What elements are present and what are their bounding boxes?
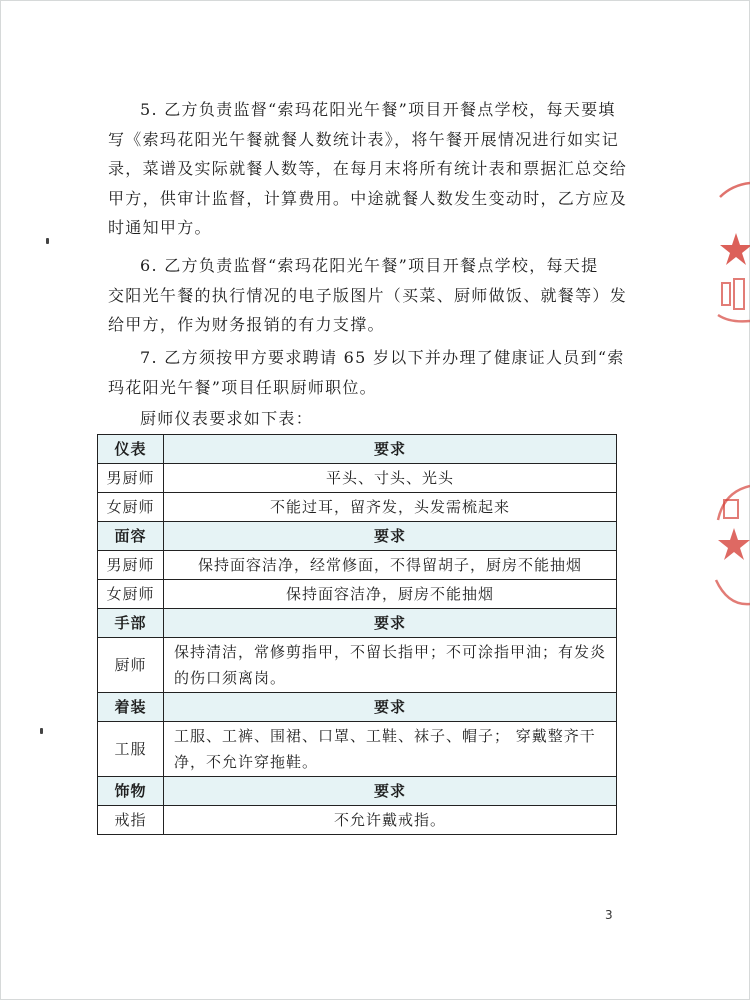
row-role: 男厨师: [98, 464, 164, 493]
row-requirement: 平头、寸头、光头: [164, 464, 617, 493]
section-header-requirement: 要求: [164, 522, 617, 551]
red-seal-fragment-icon: [710, 480, 750, 610]
para5-line-4: 甲方，供审计监督，计算费用。中途就餐人数发生变动时，乙方应及: [108, 188, 628, 208]
paragraph-5: [108, 95, 636, 243]
section-header-category: 饰物: [98, 777, 164, 806]
table-section-header: [98, 777, 617, 806]
para6-line-1: 6. 乙方负责监督“索玛花阳光午餐”项目开餐点学校，每天提: [140, 256, 599, 275]
row-requirement: 工服、工裤、围裙、口罩、工鞋、袜子、帽子； 穿戴整齐干净，不允许穿拖鞋。: [164, 722, 617, 777]
section-header-category: 仪表: [98, 435, 164, 464]
table-section-header: [98, 522, 617, 551]
row-role: 厨师: [98, 638, 164, 693]
red-seal-fragment-icon: [710, 175, 750, 325]
table-row: [98, 551, 617, 580]
para7-line-1: 7. 乙方须按甲方要求聘请 65 岁以下并办理了健康证人员到“索: [140, 348, 625, 367]
para5-line-5: 时通知甲方。: [108, 218, 212, 237]
table-row: [98, 464, 617, 493]
para5-line-2: 写《索玛花阳光午餐就餐人数统计表》，将午餐开展情况进行如实记: [108, 129, 620, 149]
paragraph-6: [108, 251, 636, 340]
section-header-requirement: 要求: [164, 609, 617, 638]
table-row: [98, 722, 617, 777]
row-role: 戒指: [98, 806, 164, 835]
section-header-requirement: 要求: [164, 777, 617, 806]
row-role: 女厨师: [98, 580, 164, 609]
table-intro: [108, 404, 636, 434]
section-header-requirement: 要求: [164, 435, 617, 464]
para6-line-2: 交阳光午餐的执行情况的电子版图片（买菜、厨师做饭、就餐等）发: [108, 285, 628, 305]
row-role: 男厨师: [98, 551, 164, 580]
section-header-requirement: 要求: [164, 693, 617, 722]
row-requirement: 不能过耳，留齐发，头发需梳起来: [164, 493, 617, 522]
section-header-category: 着装: [98, 693, 164, 722]
row-role: 女厨师: [98, 493, 164, 522]
para6-line-3: 给甲方，作为财务报销的有力支撑。: [108, 315, 385, 334]
scan-speck: [46, 238, 49, 244]
para7-line-2: 玛花阳光午餐”项目任职厨师职位。: [108, 377, 377, 397]
table-intro-text: 厨师仪表要求如下表：: [140, 409, 314, 428]
table-row: [98, 638, 617, 693]
chef-appearance-table: [97, 434, 617, 835]
para5-line-3: 录，菜谱及实际就餐人数等，在每月末将所有统计表和票据汇总交给: [108, 159, 628, 178]
table-row: [98, 493, 617, 522]
row-requirement: 不允许戴戒指。: [164, 806, 617, 835]
row-requirement: 保持面容洁净，厨房不能抽烟: [164, 580, 617, 609]
section-header-category: 面容: [98, 522, 164, 551]
row-requirement: 保持清洁，常修剪指甲，不留长指甲；不可涂指甲油；有发炎的伤口须离岗。: [164, 638, 617, 693]
paragraph-7: [108, 343, 636, 402]
table-section-header: [98, 435, 617, 464]
row-requirement: 保持面容洁净，经常修面，不得留胡子，厨房不能抽烟: [164, 551, 617, 580]
table-row: [98, 580, 617, 609]
page-number: 3: [605, 908, 613, 922]
para5-line-1: 5. 乙方负责监督“索玛花阳光午餐”项目开餐点学校，每天要填: [140, 100, 616, 119]
scan-speck: [40, 728, 43, 734]
row-role: 工服: [98, 722, 164, 777]
table-section-header: [98, 609, 617, 638]
table-section-header: [98, 693, 617, 722]
section-header-category: 手部: [98, 609, 164, 638]
table-row: [98, 806, 617, 835]
